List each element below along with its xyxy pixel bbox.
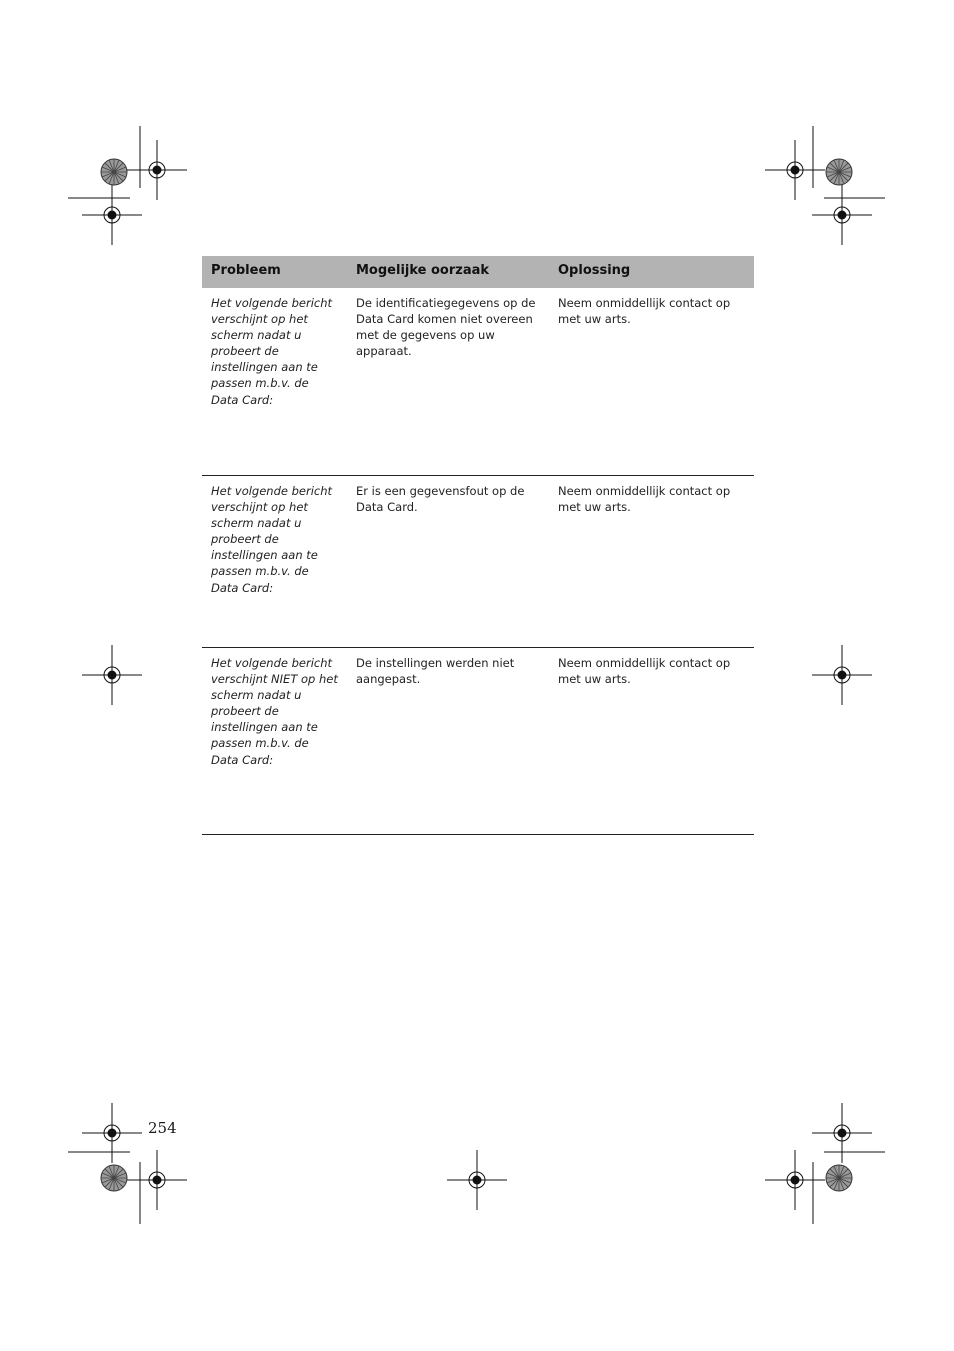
registration-mark (765, 140, 825, 200)
registration-star-top-right (826, 159, 852, 185)
table-row (202, 288, 754, 476)
table-row (202, 648, 754, 835)
registration-mark (82, 1103, 142, 1163)
page-number: 254 (148, 1119, 177, 1137)
registration-star-bottom-left (101, 1165, 127, 1191)
registration-mark (447, 1150, 507, 1210)
cause-cell: Er is een gegevensfout op de Data Card. (356, 484, 525, 515)
header-oplossing: Oplossing (558, 263, 631, 278)
registration-mark (765, 1150, 825, 1210)
registration-mark (812, 185, 872, 245)
table-header (202, 256, 754, 288)
solution-cell: Neem onmiddellijk contact op met uw arts. (558, 296, 731, 327)
cause-cell: De instellingen werden niet aangepast. (356, 656, 515, 687)
problem-cell: Het volgende bericht verschijnt NIET op het scherm nadat u probeert de instellingen aan te passen m.b.v. de Data Card: (211, 656, 338, 767)
registration-mark (82, 645, 142, 705)
registration-mark (127, 140, 187, 200)
registration-star-top-left (101, 159, 127, 185)
problem-cell: Het volgende bericht verschijnt op het scherm nadat u probeert de instellingen aan te passen m.b.v. de Data Card: (211, 484, 333, 595)
header-mogelijke-oorzaak: Mogelijke oorzaak (356, 263, 490, 278)
solution-cell: Neem onmiddellijk contact op met uw arts. (558, 656, 731, 687)
table-row (202, 476, 754, 648)
registration-mark (812, 645, 872, 705)
registration-mark (127, 1150, 187, 1210)
registration-star-bottom-right (826, 1165, 852, 1191)
cause-cell: De identificatiegegevens op de Data Card komen niet overeen met de gegevens op uw apparaat. (356, 296, 536, 359)
header-probleem: Probleem (211, 263, 281, 278)
registration-mark (812, 1103, 872, 1163)
registration-mark (82, 185, 142, 245)
troubleshooting-table (202, 256, 754, 835)
solution-cell: Neem onmiddellijk contact op met uw arts. (558, 484, 731, 515)
problem-cell: Het volgende bericht verschijnt op het scherm nadat u probeert de instellingen aan te passen m.b.v. de Data Card: (211, 296, 333, 407)
